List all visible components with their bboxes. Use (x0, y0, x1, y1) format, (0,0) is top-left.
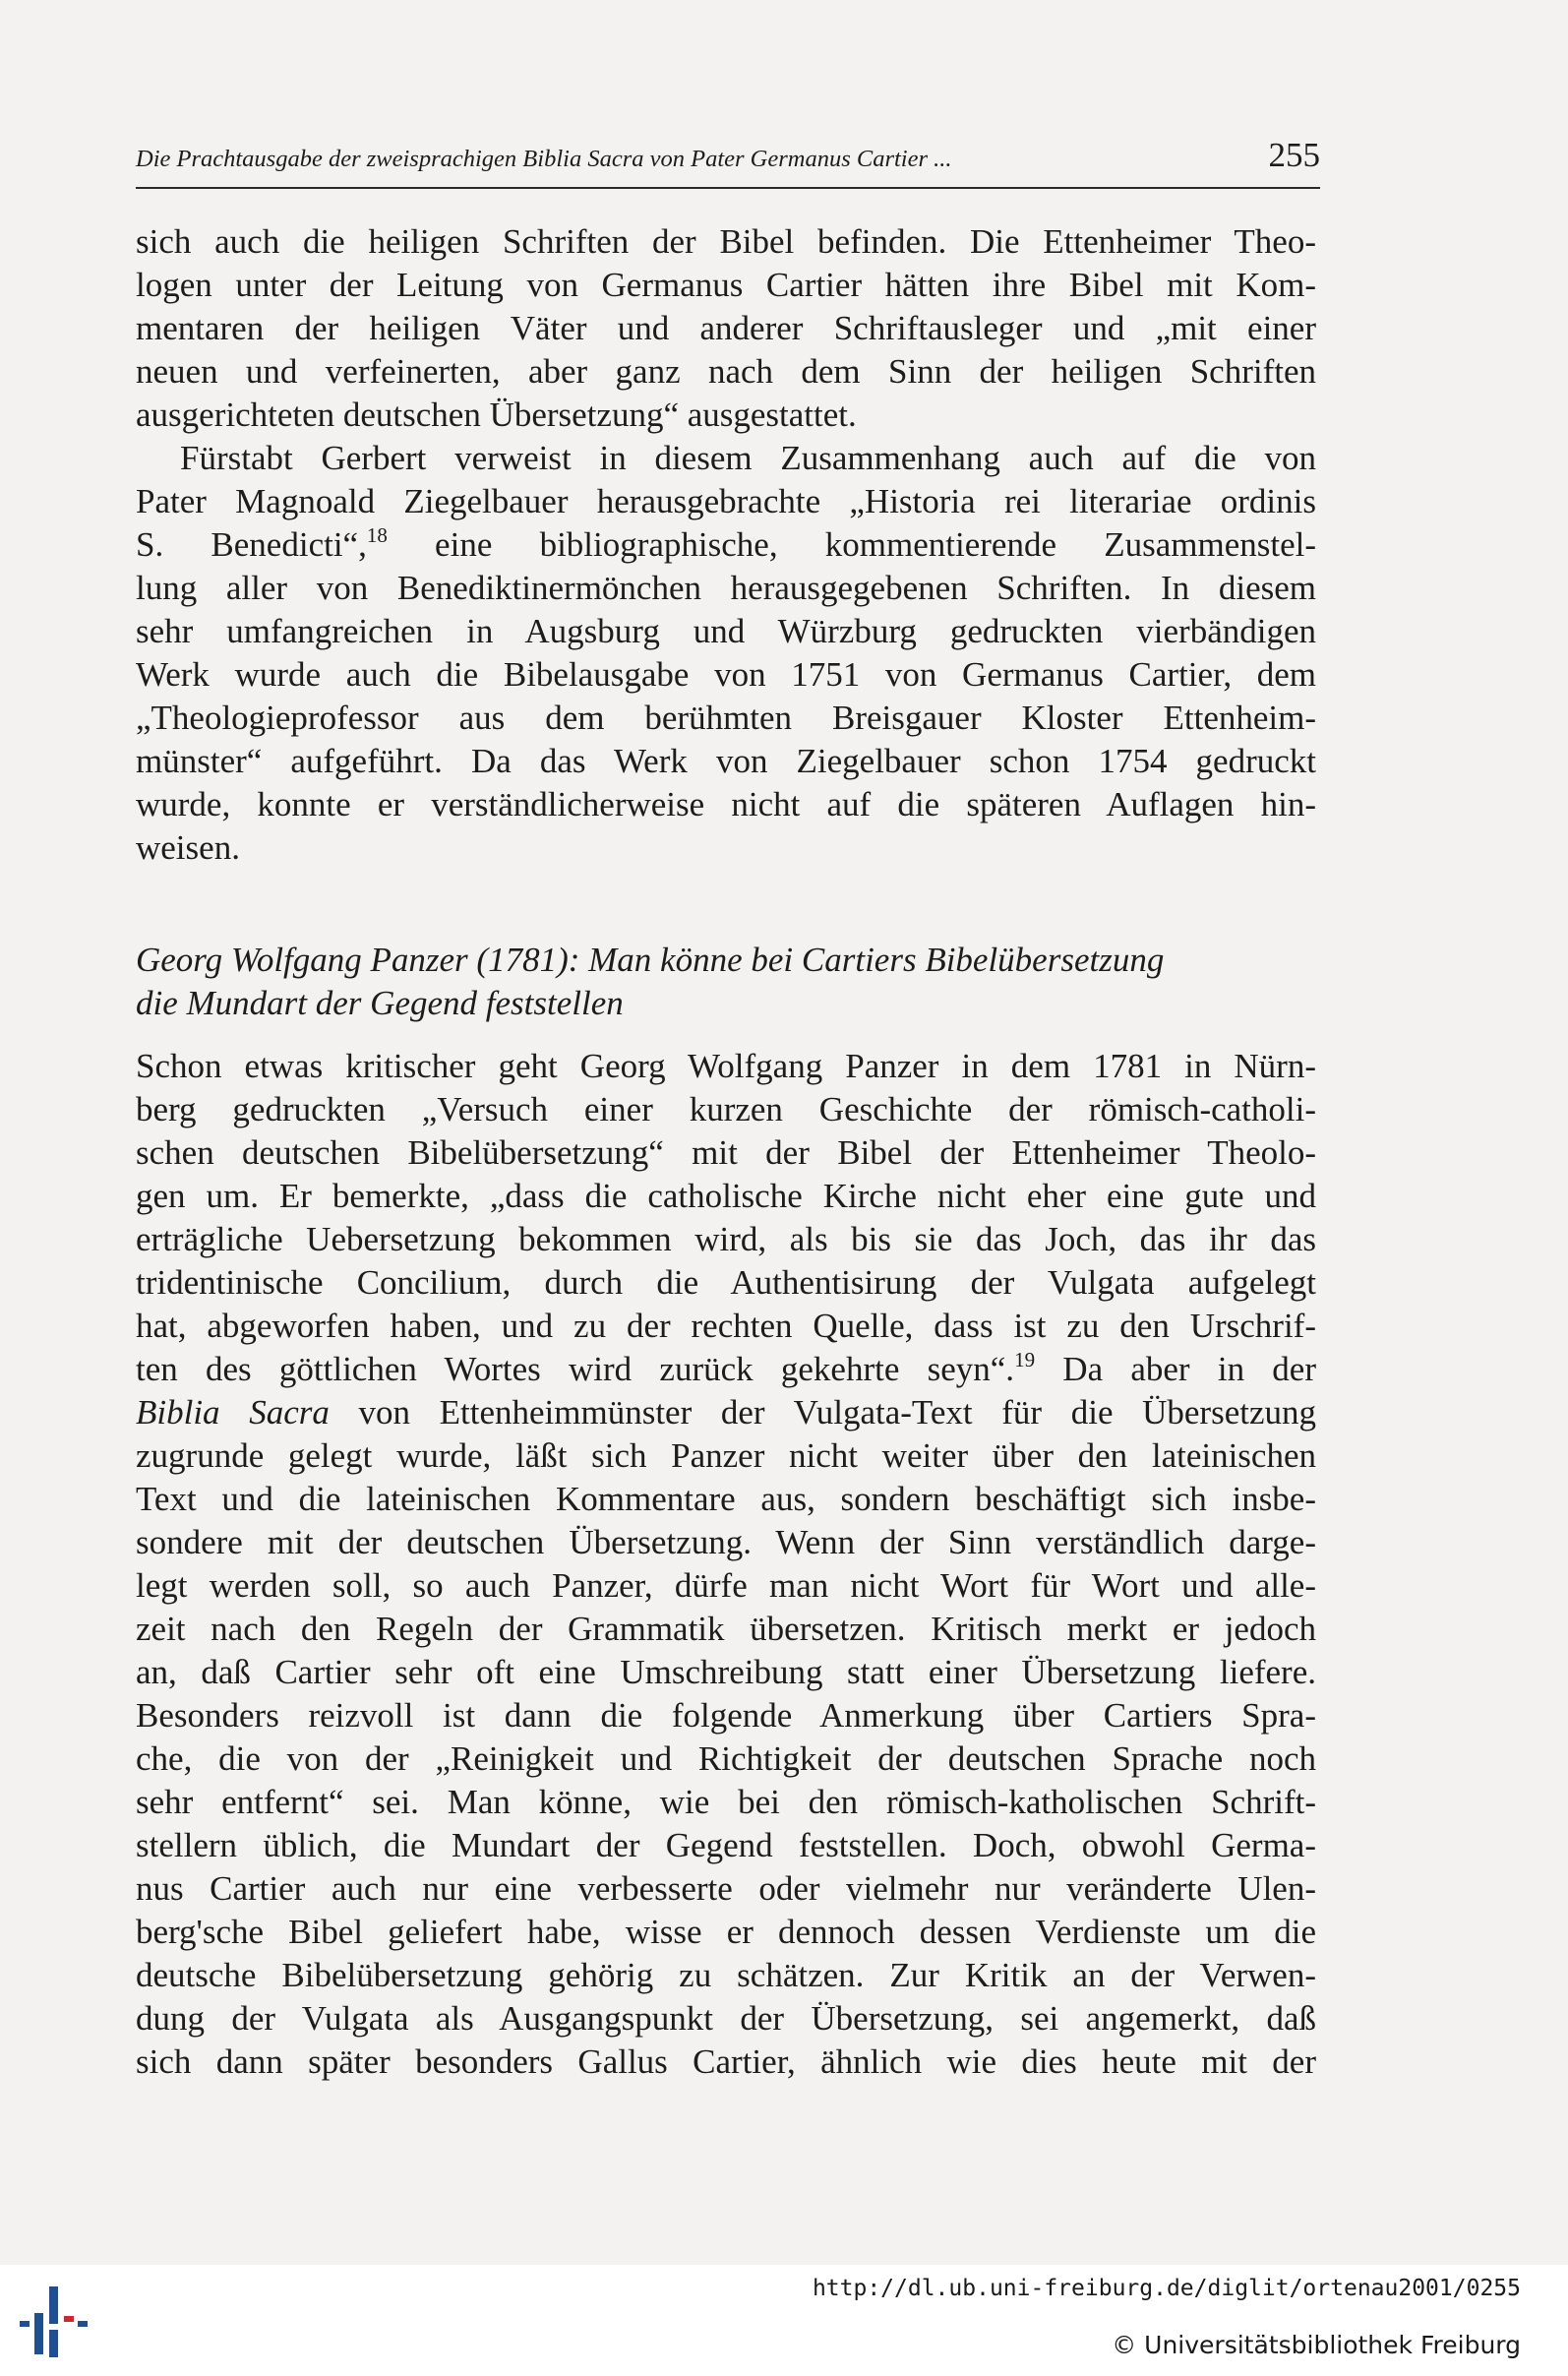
paragraph-2-line: weisen. (136, 828, 240, 867)
paragraph-3-line (136, 1391, 1316, 1434)
section-heading-line: die Mundart der Gegend feststellen (136, 984, 624, 1022)
text-span: Da aber in der (1035, 1350, 1317, 1388)
paragraph-3-line: Text und die lateinischen Kommentare aus, sondern beschäftigt sich insbe- (136, 1480, 1316, 1518)
library-logo-icon (18, 2281, 96, 2361)
permalink-url[interactable]: http://dl.ub.uni-freiburg.de/diglit/ortenau2001/0255 (812, 2276, 1521, 2301)
footnote-ref-18: 18 (366, 523, 388, 547)
paragraph-2-line: Fürstabt Gerbert verweist in diesem Zusammenhang auch auf die von (180, 439, 1316, 477)
footnote-ref-19: 19 (1014, 1348, 1036, 1371)
paragraph-3-line: berg'sche Bibel geliefert habe, wisse er dennoch dessen Verdienste um die (136, 1913, 1316, 1951)
paragraph-3-line: sondere mit der deutschen Übersetzung. Wenn der Sinn verständlich darge- (136, 1523, 1316, 1561)
paragraph-3-line (136, 1348, 1316, 1391)
paragraph-3-line: an, daß Cartier sehr oft eine Umschreibung statt einer Übersetzung liefere. (136, 1653, 1316, 1691)
paragraph-3-line: berg gedruckten „Versuch einer kurzen Geschichte der römisch-catholi- (136, 1090, 1316, 1128)
paragraph-3-line: nus Cartier auch nur eine verbesserte oder vielmehr nur veränderte Ulen- (136, 1869, 1316, 1908)
paragraph-2-line: „Theologieprofessor aus dem berühmten Breisgauer Kloster Ettenheim- (136, 699, 1316, 737)
paragraph-1-line: mentaren der heiligen Väter und anderer Schriftausleger und „mit einer (136, 309, 1316, 347)
running-header (136, 136, 1320, 189)
paragraph-3-line: deutsche Bibelübersetzung gehörig zu schätzen. Zur Kritik an der Verwen- (136, 1956, 1316, 1994)
paragraph-2-line (136, 523, 1316, 567)
text-span: eine bibliographische, kommentierende Zusammenstel- (387, 525, 1316, 564)
paragraph-3-line: erträgliche Uebersetzung bekommen wird, als bis sie das Joch, das ihr das (136, 1220, 1316, 1258)
paragraph-2-line: Werk wurde auch die Bibelausgabe von 1751 von Germanus Cartier, dem (136, 655, 1316, 694)
paragraph-3-line: sehr entfernt“ sei. Man könne, wie bei den römisch-katholischen Schrift- (136, 1783, 1316, 1821)
section-heading-line: Georg Wolfgang Panzer (1781): Man könne bei Cartiers Bibelübersetzung (136, 941, 1165, 979)
paragraph-3-line: Besonders reizvoll ist dann die folgende Anmerkung über Cartiers Spra- (136, 1696, 1316, 1735)
biblia-sacra-title: Biblia Sacra (136, 1393, 330, 1432)
paragraph-3-line: schen deutschen Bibelübersetzung“ mit der Bibel der Ettenheimer Theolo- (136, 1133, 1316, 1172)
paragraph-3-line: legt werden soll, so auch Panzer, dürfe man nicht Wort für Wort und alle- (136, 1566, 1316, 1605)
paragraph-3-line: che, die von der „Reinigkeit und Richtigkeit der deutschen Sprache noch (136, 1739, 1316, 1778)
page-number: 255 (1268, 136, 1320, 174)
paragraph-2-line: Pater Magnoald Ziegelbauer herausgebrachte „Historia rei literariae ordinis (136, 482, 1316, 520)
paragraph-3-line: stellern üblich, die Mundart der Gegend feststellen. Doch, obwohl Germa- (136, 1826, 1316, 1864)
text-span: von Ettenheimmünster der Vulgata-Text für die Übersetzung (329, 1393, 1316, 1432)
paragraph-3-line: zeit nach den Regeln der Grammatik übersetzen. Kritisch merkt er jedoch (136, 1610, 1316, 1648)
paragraph-1-line: logen unter der Leitung von Germanus Cartier hätten ihre Bibel mit Kom- (136, 266, 1316, 304)
paragraph-3-line: sich dann später besonders Gallus Cartier, ähnlich wie dies heute mit der (136, 2042, 1316, 2081)
paragraph-3-line: hat, abgeworfen haben, und zu der rechten Quelle, dass ist zu den Urschrif- (136, 1307, 1316, 1345)
paragraph-3-line: tridentinische Concilium, durch die Authentisirung der Vulgata aufgelegt (136, 1263, 1316, 1302)
text-span: ten des göttlichen Wortes wird zurück gekehrte seyn“. (136, 1350, 1015, 1388)
paragraph-1-line: neuen und verfeinerten, aber ganz nach dem Sinn der heiligen Schriften (136, 352, 1316, 391)
paragraph-3-line: gen um. Er bemerkte, „dass die catholische Kirche nicht eher eine gute und (136, 1177, 1316, 1215)
paragraph-2-line: wurde, konnte er verständlicherweise nicht auf die späteren Auflagen hin- (136, 785, 1316, 823)
paragraph-2-line: lung aller von Benediktinermönchen herausgegebenen Schriften. In diesem (136, 569, 1316, 607)
paragraph-2-line: münster“ aufgeführt. Da das Werk von Ziegelbauer schon 1754 gedruckt (136, 742, 1316, 780)
copyright-notice: © Universitätsbibliothek Freiburg (1112, 2331, 1521, 2359)
paragraph-3-line: dung der Vulgata als Ausgangspunkt der Übersetzung, sei angemerkt, daß (136, 1999, 1316, 2038)
running-head: Die Prachtausgabe der zweisprachigen Biblia Sacra von Pater Germanus Cartier ... (136, 146, 952, 172)
paragraph-1-line: ausgerichteten deutschen Übersetzung“ ausgestattet. (136, 396, 857, 434)
paragraph-3-line: Schon etwas kritischer geht Georg Wolfgang Panzer in dem 1781 in Nürn- (136, 1047, 1316, 1085)
paragraph-1-line: sich auch die heiligen Schriften der Bibel befinden. Die Ettenheimer Theo- (136, 222, 1316, 261)
text-span: S. Benedicti“, (136, 525, 367, 564)
paragraph-3-line: zugrunde gelegt wurde, läßt sich Panzer nicht weiter über den lateinischen (136, 1436, 1316, 1475)
paragraph-2-line: sehr umfangreichen in Augsburg und Würzburg gedruckten vierbändigen (136, 612, 1316, 650)
